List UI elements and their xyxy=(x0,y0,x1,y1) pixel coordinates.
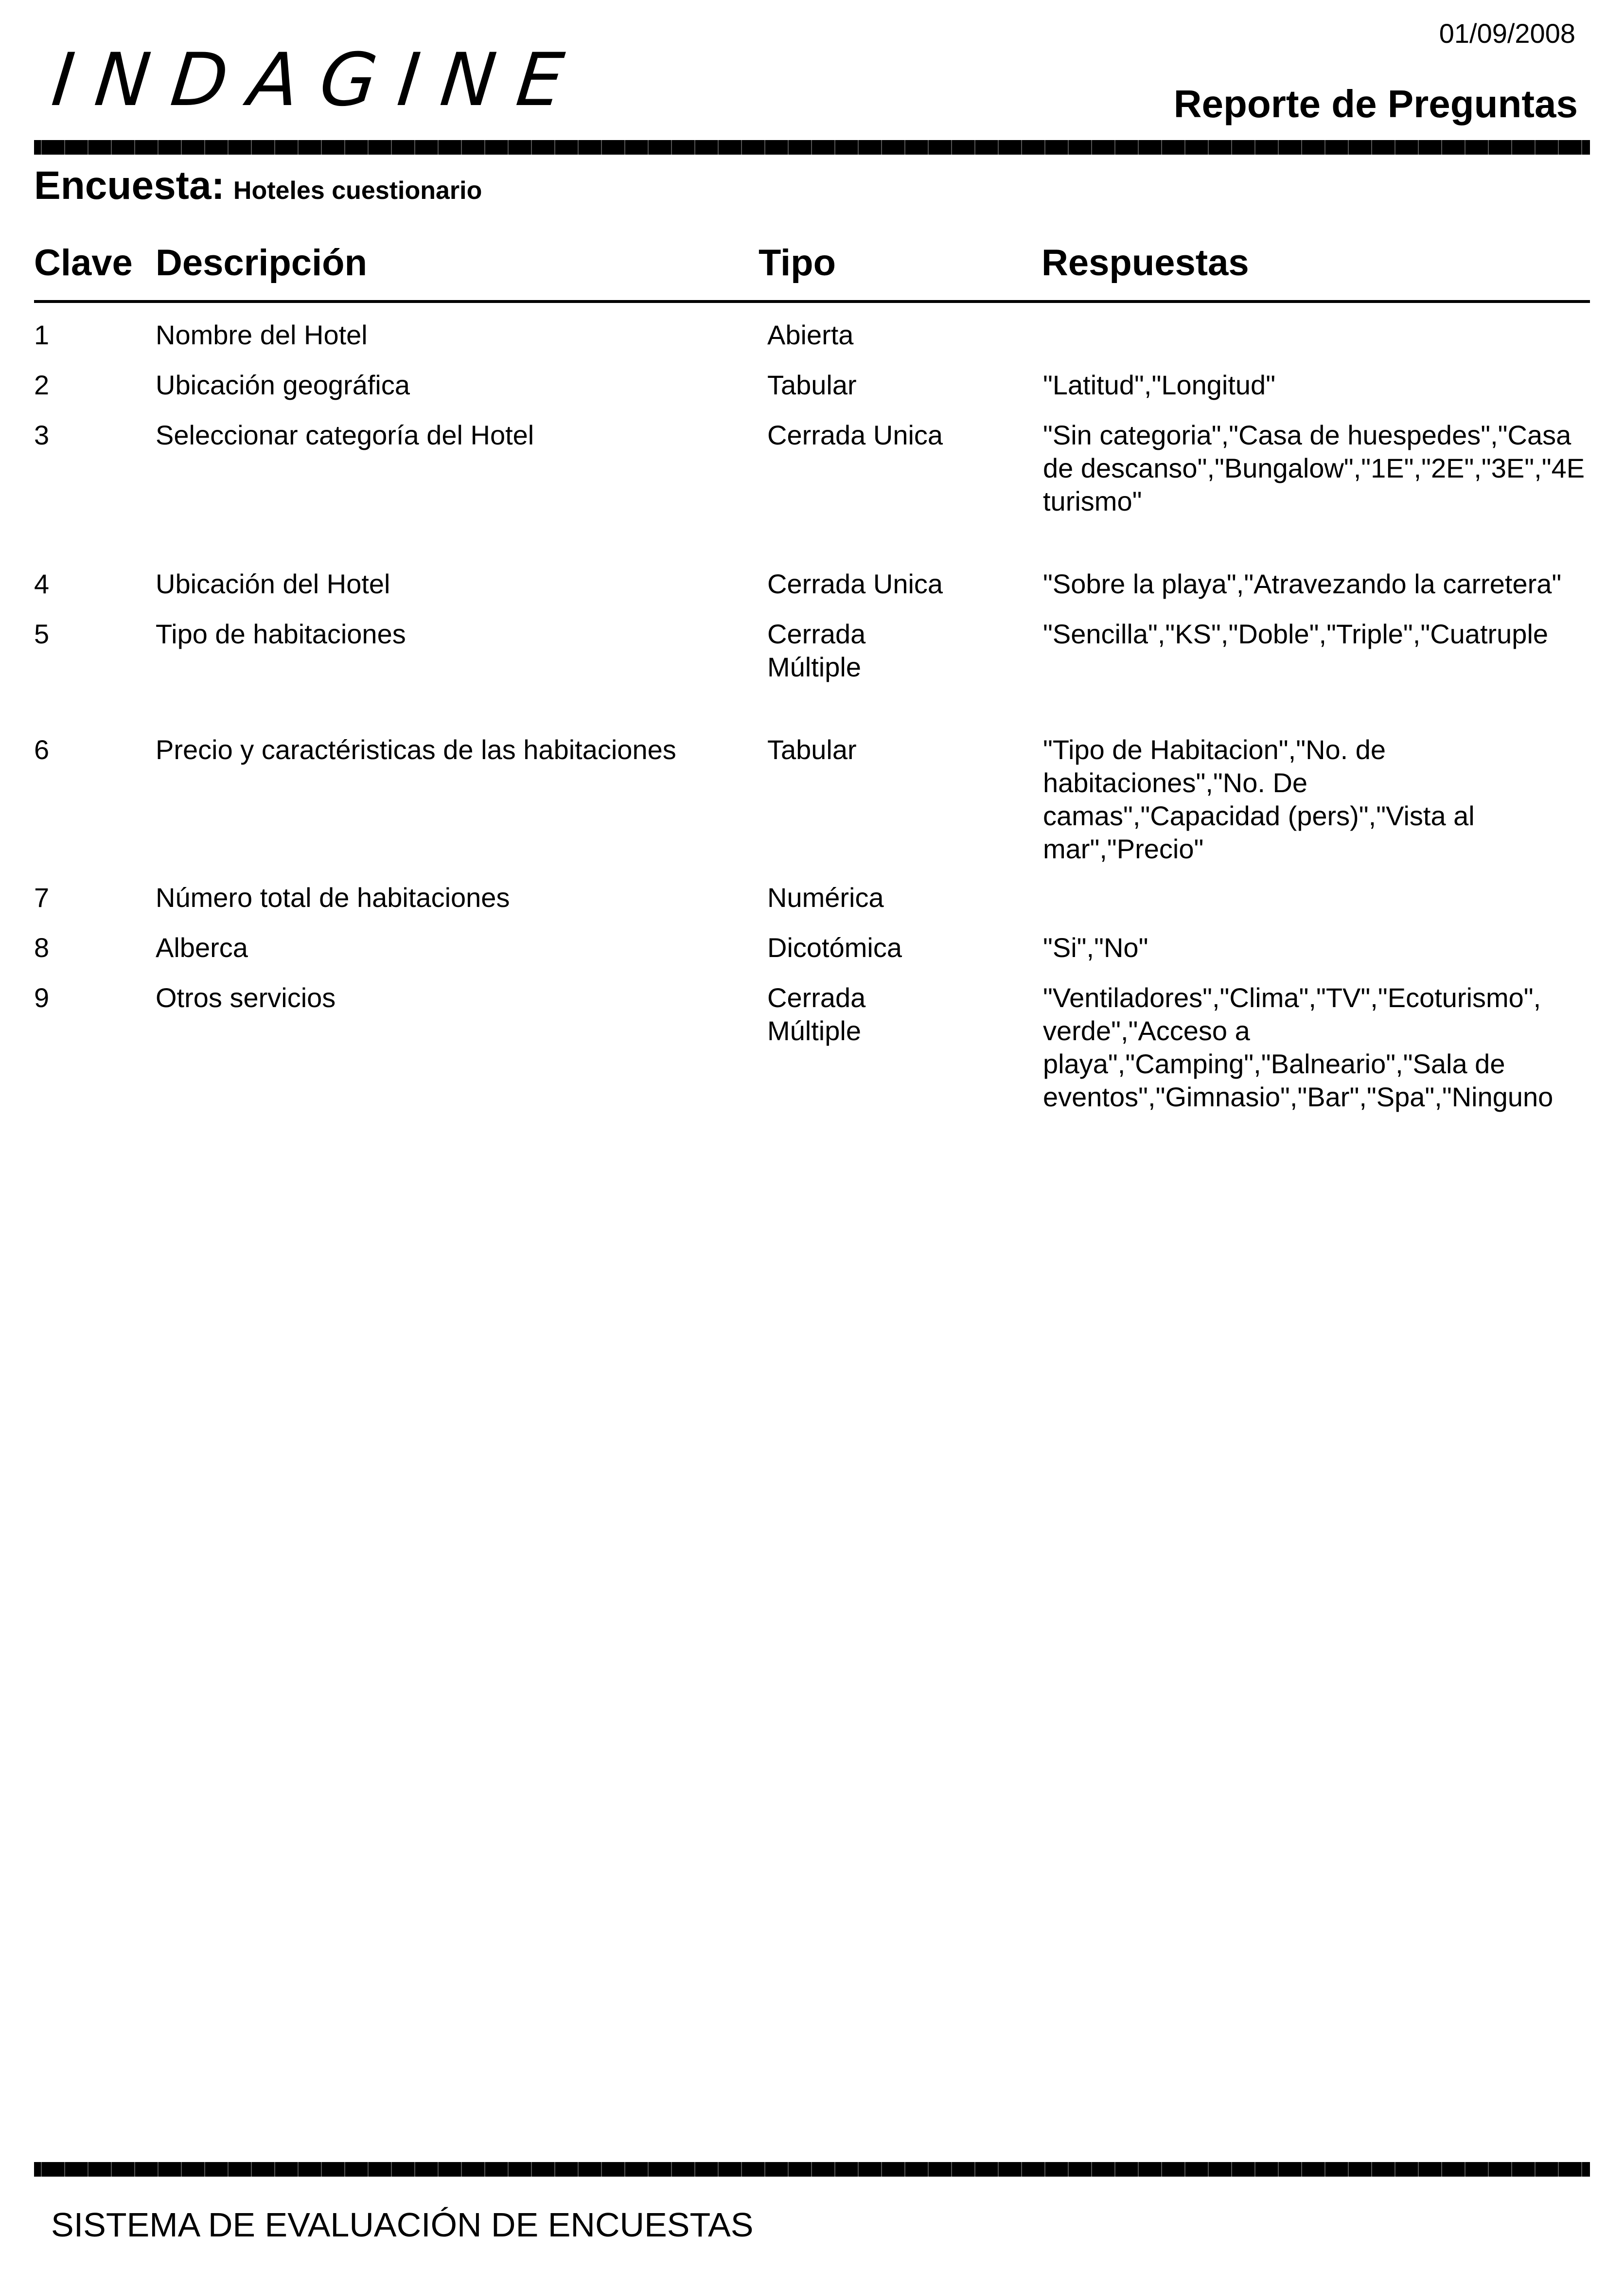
row-clave: 5 xyxy=(34,619,50,649)
survey-name: Hoteles cuestionario xyxy=(233,177,482,205)
column-header-respuestas: Respuestas xyxy=(1041,242,1249,284)
row-respuestas: "Ventiladores","Clima","TV","Ecoturismo", verde","Acceso a playa","Camping","Balneario","Sala de eventos","Gimnasio","Bar","Spa","Ninguno xyxy=(1043,982,1553,1112)
row-descripcion: Seleccionar categoría del Hotel xyxy=(156,420,534,450)
row-clave: 3 xyxy=(34,420,50,450)
header-underline xyxy=(34,300,1590,303)
row-tipo: Abierta xyxy=(767,319,854,350)
row-descripcion: Alberca xyxy=(156,932,248,963)
row-descripcion: Otros servicios xyxy=(156,982,336,1013)
report-title: Reporte de Preguntas xyxy=(1173,82,1578,125)
row-clave: 6 xyxy=(34,734,50,765)
row-tipo: Tabular xyxy=(767,370,857,400)
indagine-logo: INDAGINE xyxy=(48,38,589,123)
row-tipo: Dicotómica xyxy=(767,932,902,963)
row-clave: 8 xyxy=(34,932,50,963)
row-tipo: Cerrada Múltiple xyxy=(767,619,866,682)
row-respuestas: "Sencilla","KS","Doble","Triple","Cuatruple xyxy=(1043,619,1549,649)
row-tipo: Cerrada Unica xyxy=(767,420,943,450)
row-clave: 1 xyxy=(34,319,50,350)
survey-heading xyxy=(34,163,482,209)
row-tipo: Tabular xyxy=(767,734,857,765)
survey-label: Encuesta: xyxy=(34,163,225,208)
row-respuestas: "Latitud","Longitud" xyxy=(1043,370,1276,400)
row-clave: 7 xyxy=(34,882,50,913)
row-clave: 4 xyxy=(34,568,50,599)
row-respuestas: "Si","No" xyxy=(1043,932,1148,963)
footer-system-name: SISTEMA DE EVALUACIÓN DE ENCUESTAS xyxy=(51,2206,754,2244)
row-descripcion: Ubicación geográfica xyxy=(156,370,410,400)
report-date: 01/09/2008 xyxy=(1439,18,1575,49)
row-descripcion: Precio y caractéristicas de las habitaciones xyxy=(156,734,676,765)
row-respuestas: "Tipo de Habitacion","No. de habitaciones","No. De camas","Capacidad (pers)","Vista al mar","Precio" xyxy=(1043,734,1475,864)
row-descripcion: Tipo de habitaciones xyxy=(156,619,406,649)
row-clave: 2 xyxy=(34,370,50,400)
row-descripcion: Número total de habitaciones xyxy=(156,882,510,913)
row-tipo: Numérica xyxy=(767,882,884,913)
row-descripcion: Ubicación del Hotel xyxy=(156,568,390,599)
header-divider-bar xyxy=(34,140,1590,155)
row-tipo: Cerrada Unica xyxy=(767,568,943,599)
footer-divider-bar xyxy=(34,2162,1590,2177)
column-header-tipo: Tipo xyxy=(759,242,836,284)
column-header-descripcion: Descripción xyxy=(156,242,368,284)
row-respuestas: "Sobre la playa","Atravezando la carretera" xyxy=(1043,568,1562,599)
row-tipo: Cerrada Múltiple xyxy=(767,982,866,1046)
column-header-clave: Clave xyxy=(34,242,133,284)
row-respuestas: "Sin categoria","Casa de huespedes","Casa de descanso","Bungalow","1E","2E","3E","4E turismo" xyxy=(1043,420,1585,516)
row-clave: 9 xyxy=(34,982,50,1013)
row-descripcion: Nombre del Hotel xyxy=(156,319,368,350)
